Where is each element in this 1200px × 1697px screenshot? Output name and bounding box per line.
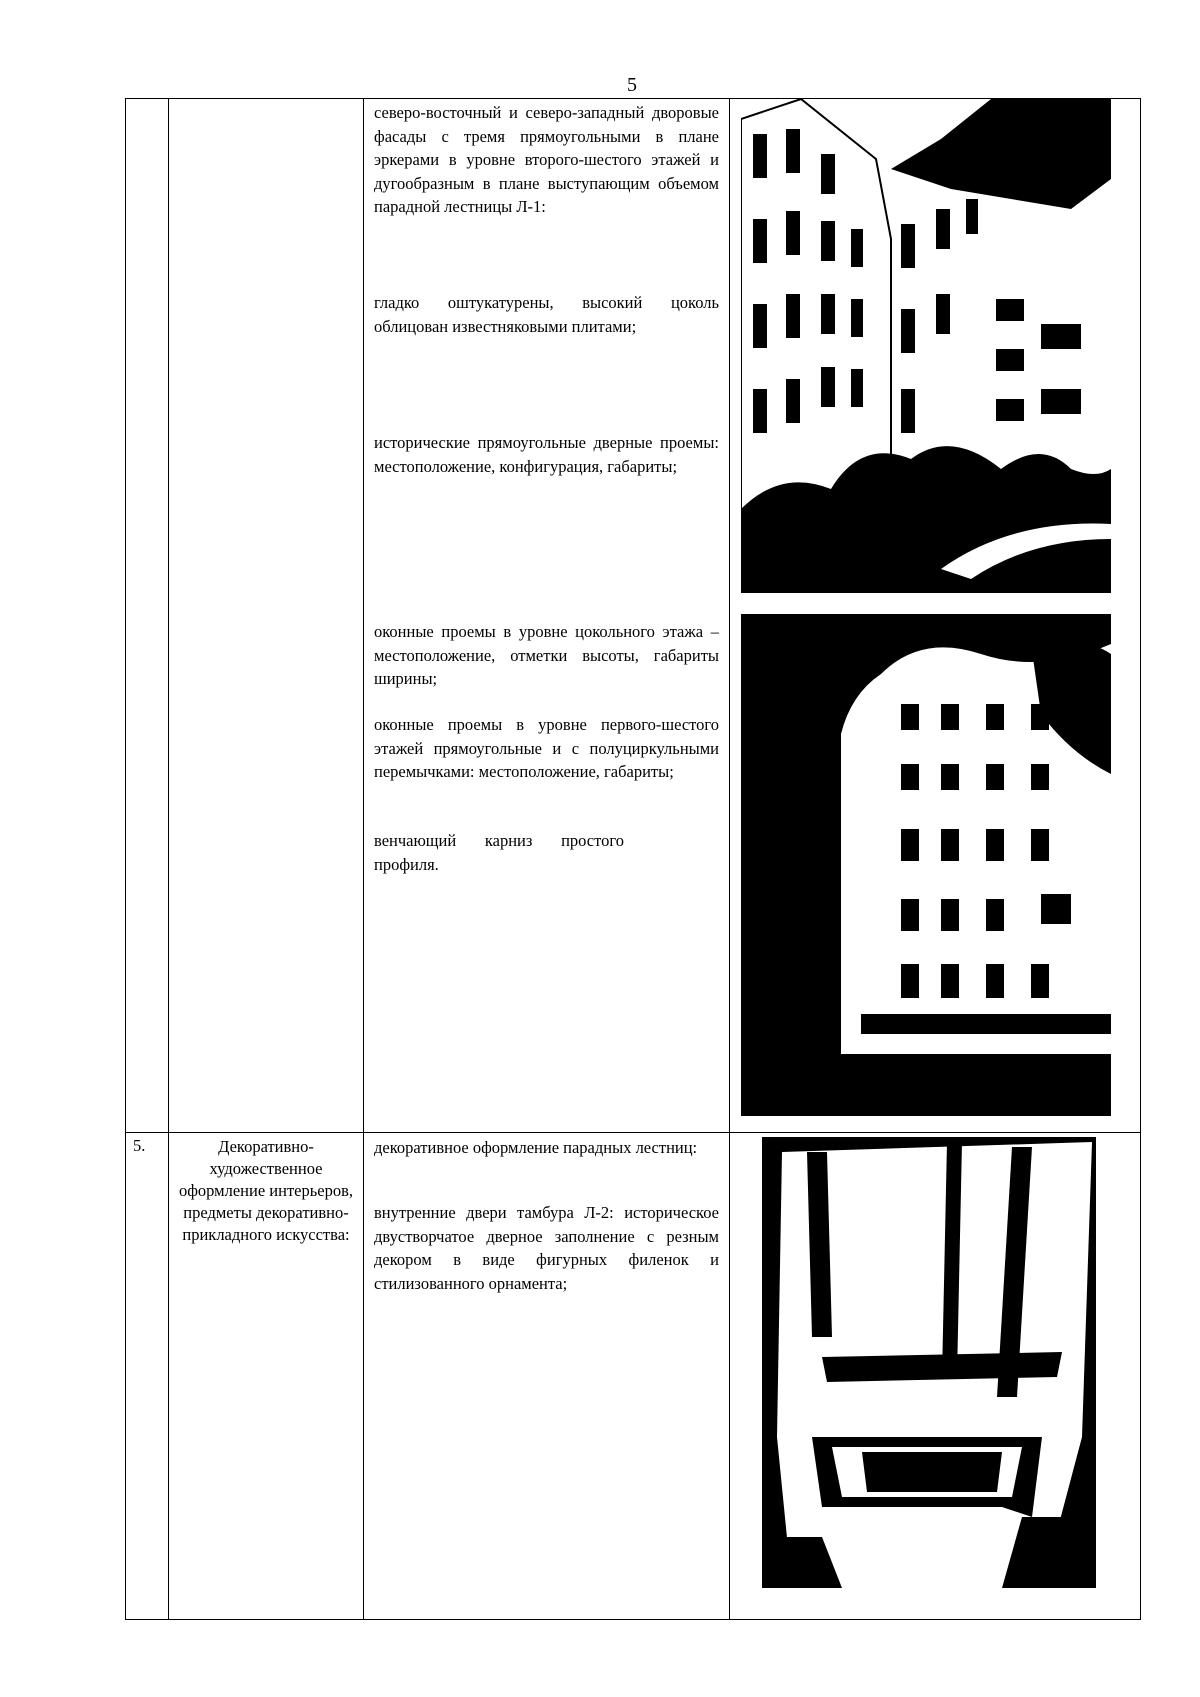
courtyard-facade-photo: [741, 614, 1111, 1116]
vestibule-door-photo: [762, 1137, 1096, 1588]
row-divider: [126, 1132, 1140, 1133]
page-number: 5: [627, 74, 637, 96]
description-paragraph: оконные проемы в уровне первого-шестого этажей прямоугольные и с полуциркульными перемычками: местоположение, габариты;: [374, 715, 719, 782]
row-5-description: [374, 1201, 719, 1295]
description-paragraph: северо-восточный и северо-западный дворовые фасады с тремя прямоугольными в плане эркерами в уровне второго-шестого этажей и дугообразным в плане выступающим объемом парадной лестницы Л-1:: [374, 103, 719, 217]
column-divider-3: [729, 99, 730, 1619]
description-paragraph: исторические прямоугольные дверные проемы: местоположение, конфигурация, габариты;: [374, 433, 719, 476]
description-paragraph: оконные проемы в уровне цокольного этажа – местоположение, отметки высоты, габариты ширины;: [374, 622, 719, 689]
column-divider-2: [363, 99, 364, 1619]
row-5-description: [374, 1136, 719, 1160]
description-paragraph: гладко оштукатурены, высокий цоколь облицован известняковыми плитами;: [374, 293, 719, 336]
row-number: 5.: [133, 1136, 146, 1155]
continuation-description: [374, 431, 719, 478]
continuation-description: [374, 101, 719, 219]
continuation-description: [374, 829, 624, 876]
document-table: [125, 98, 1141, 1620]
description-paragraph: декоративное оформление парадных лестниц:: [374, 1138, 698, 1157]
category-label: Декоративно-художественное оформление интерьеров, предметы декоративно-прикладного искусства:: [178, 1137, 353, 1244]
continuation-description: [374, 620, 719, 691]
column-divider-1: [168, 99, 169, 1619]
description-paragraph: внутренние двери тамбура Л-2: историческое двустворчатое дверное заполнение с резным декором в виде фигурных филенок и стилизованного орнамента;: [374, 1203, 719, 1293]
courtyard-facade-photo: [741, 99, 1111, 593]
continuation-description: [374, 291, 719, 338]
description-paragraph: венчающий карниз простого профиля.: [374, 831, 624, 874]
continuation-description: [374, 713, 719, 784]
